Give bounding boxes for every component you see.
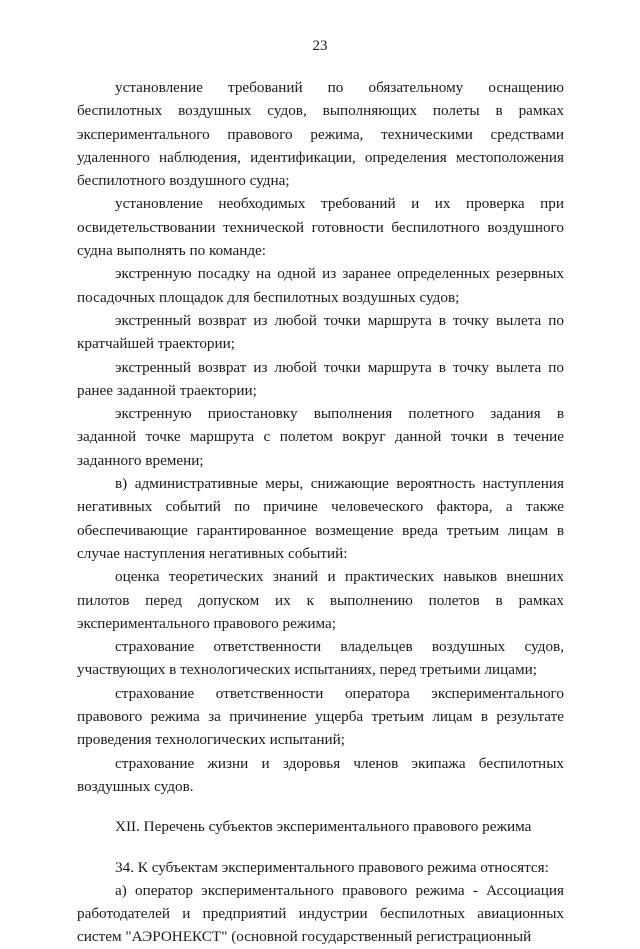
paragraph: экстренный возврат из любой точки маршрута в точку вылета по ранее заданной траектории; bbox=[77, 358, 564, 399]
paragraph: 34. К субъектам экспериментального правового режима относятся: bbox=[115, 858, 549, 876]
paragraph: экстренную приостановку выполнения полетного задания в заданной точке маршрута с полетом вокруг данной точки в течение заданного времени; bbox=[77, 405, 564, 469]
paragraph: в) административные меры, снижающие вероятность наступления негативных событий по причине человеческого фактора, а также обеспечивающие гарантированное возмещение вреда третьим лицам в случае наступления негативных событий: bbox=[77, 475, 564, 562]
paragraph: оценка теоретических знаний и практических навыков внешних пилотов перед допуском их к выполнению полетов в рамках экспериментального правового режима; bbox=[77, 568, 564, 632]
page-number: 23 bbox=[312, 38, 328, 54]
paragraph: а) оператор экспериментального правового режима - Ассоциация работодателей и предприятий индустрии беспилотных авиационных систем "АЭРОНЕКСТ" (основной государственный регистрационный bbox=[77, 881, 564, 946]
paragraph: установление необходимых требований и их проверка при освидетельствовании технической готовности беспилотного воздушного судна выполнять по команде: bbox=[77, 195, 564, 260]
paragraph: страхование жизни и здоровья членов экипажа беспилотных воздушных судов. bbox=[77, 754, 564, 795]
paragraph: страхование ответственности владельцев воздушных судов, участвующих в технологических испытаниях, перед третьими лицами; bbox=[77, 638, 564, 679]
section-heading: XII. Перечень субъектов экспериментального правового режима bbox=[115, 818, 532, 836]
paragraph: установление требований по обязательному оснащению беспилотных воздушных судов, выполняющих полеты в рамках экспериментального правового режима, техническими средствами удаленного наблюдения, идентификации, определения местоположения беспилотного воздушного судна; bbox=[77, 79, 564, 190]
paragraph: экстренный возврат из любой точки маршрута в точку вылета по кратчайшей траектории; bbox=[77, 311, 564, 353]
document-body bbox=[77, 76, 564, 949]
paragraph: экстренную посадку на одной из заранее определенных резервных посадочных площадок для беспилотных воздушных судов; bbox=[77, 265, 564, 306]
paragraph: страхование ответственности оператора экспериментального правового режима за причинение ущерба третьим лицам в результате проведения технологических испытаний; bbox=[77, 684, 564, 749]
